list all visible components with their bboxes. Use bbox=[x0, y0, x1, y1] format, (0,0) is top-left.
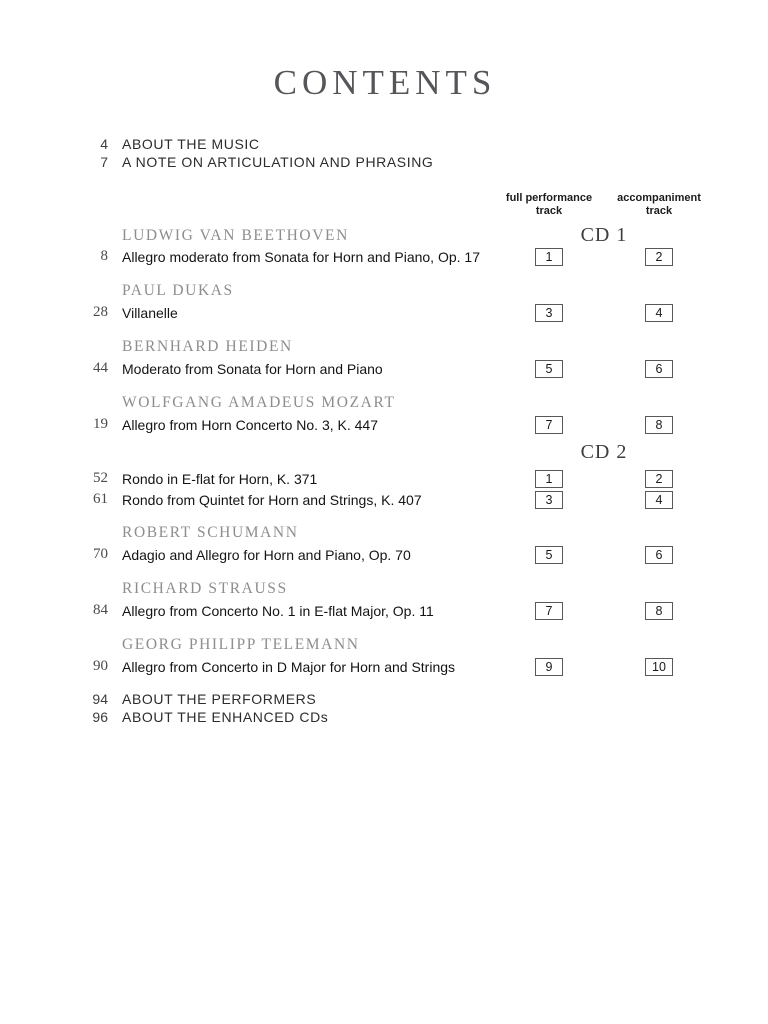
toc-item bbox=[56, 708, 714, 726]
toc-item-label: A NOTE ON ARTICULATION AND PHRASING bbox=[122, 154, 434, 170]
accompaniment-track-box: 10 bbox=[645, 658, 673, 676]
entry-title: Allegro from Concerto No. 1 in E-flat Major, Op. 11 bbox=[122, 602, 434, 619]
cd1-label: CD 1 bbox=[580, 224, 628, 246]
full-performance-track-box: 3 bbox=[535, 304, 563, 322]
back-matter bbox=[56, 690, 714, 726]
cd2-label-row bbox=[56, 439, 714, 465]
section-dukas bbox=[56, 280, 714, 323]
entry-title: Allegro from Concerto in D Major for Horn and Strings bbox=[122, 658, 456, 675]
page-number: 94 bbox=[92, 691, 108, 707]
entry-page-number: 61 bbox=[93, 491, 108, 507]
entry-row bbox=[56, 414, 714, 435]
full-performance-track-box: 7 bbox=[535, 602, 563, 620]
entry-row bbox=[56, 358, 714, 379]
entry-title: Allegro moderato from Sonata for Horn and Piano, Op. 17 bbox=[122, 248, 480, 265]
full-performance-track-box: 5 bbox=[535, 360, 563, 378]
header-line: track bbox=[645, 205, 673, 217]
entry-page-number: 19 bbox=[93, 416, 108, 432]
entry-row bbox=[56, 302, 714, 323]
entry-page-number: 70 bbox=[93, 546, 108, 562]
entry-row bbox=[56, 544, 714, 565]
composer-row bbox=[56, 224, 714, 246]
entry-row bbox=[56, 468, 714, 489]
full-performance-track-box: 9 bbox=[535, 658, 563, 676]
accompaniment-track-box: 4 bbox=[645, 304, 673, 322]
track-column-headers bbox=[56, 192, 714, 218]
section-strauss bbox=[56, 578, 714, 621]
full-performance-track-box: 7 bbox=[535, 416, 563, 434]
cd2-label: CD 2 bbox=[580, 440, 628, 463]
entry-title: Villanelle bbox=[122, 304, 178, 321]
composer-name: GEORG PHILIPP TELEMANN bbox=[122, 636, 360, 653]
page-number: 7 bbox=[100, 154, 108, 170]
composer-name: ROBERT SCHUMANN bbox=[122, 524, 299, 541]
entry-page-number: 28 bbox=[93, 304, 108, 320]
section-heiden bbox=[56, 336, 714, 379]
section-mozart-rondos bbox=[56, 468, 714, 510]
header-line: track bbox=[535, 205, 563, 217]
section-mozart bbox=[56, 392, 714, 435]
accompaniment-track-box: 2 bbox=[645, 248, 673, 266]
entry-title: Adagio and Allegro for Horn and Piano, Op. 70 bbox=[122, 546, 411, 563]
composer-name: RICHARD STRAUSS bbox=[122, 580, 288, 597]
entry-row bbox=[56, 656, 714, 677]
header-line: full performance bbox=[505, 192, 593, 204]
entry-page-number: 8 bbox=[100, 248, 108, 264]
full-performance-track-box: 5 bbox=[535, 546, 563, 564]
section-beethoven bbox=[56, 224, 714, 267]
accompaniment-track-header bbox=[604, 192, 714, 218]
entry-title: Rondo from Quintet for Horn and Strings, K. 407 bbox=[122, 491, 422, 508]
composer-row bbox=[56, 522, 714, 544]
composer-name: WOLFGANG AMADEUS MOZART bbox=[122, 394, 396, 411]
page-title: CONTENTS bbox=[273, 63, 497, 102]
full-performance-track-header bbox=[494, 192, 604, 218]
entry-title: Allegro from Horn Concerto No. 3, K. 447 bbox=[122, 416, 379, 433]
composer-row bbox=[56, 336, 714, 358]
composer-row bbox=[56, 578, 714, 600]
entry-page-number: 44 bbox=[93, 360, 108, 376]
full-performance-track-box: 1 bbox=[535, 248, 563, 266]
toc-item-label: ABOUT THE PERFORMERS bbox=[122, 691, 317, 707]
composer-name: BERNHARD HEIDEN bbox=[122, 338, 293, 355]
page-number: 96 bbox=[92, 709, 108, 725]
full-performance-track-box: 1 bbox=[535, 470, 563, 488]
entry-row bbox=[56, 600, 714, 621]
accompaniment-track-box: 6 bbox=[645, 360, 673, 378]
composer-name: PAUL DUKAS bbox=[122, 282, 234, 299]
entry-page-number: 90 bbox=[93, 658, 108, 674]
page-number: 4 bbox=[100, 136, 108, 152]
composer-row bbox=[56, 634, 714, 656]
composer-name: LUDWIG VAN BEETHOVEN bbox=[122, 226, 349, 244]
entry-page-number: 84 bbox=[93, 602, 108, 618]
full-performance-track-box: 3 bbox=[535, 491, 563, 509]
front-matter bbox=[56, 135, 714, 171]
entry-row bbox=[56, 489, 714, 510]
toc-item bbox=[56, 690, 714, 708]
section-telemann bbox=[56, 634, 714, 677]
accompaniment-track-box: 6 bbox=[645, 546, 673, 564]
composer-row bbox=[56, 392, 714, 414]
accompaniment-track-box: 8 bbox=[645, 416, 673, 434]
entry-title: Moderato from Sonata for Horn and Piano bbox=[122, 360, 383, 377]
toc-item bbox=[56, 153, 714, 171]
toc-item-label: ABOUT THE MUSIC bbox=[122, 136, 260, 152]
accompaniment-track-box: 2 bbox=[645, 470, 673, 488]
composer-row bbox=[56, 280, 714, 302]
entry-row bbox=[56, 246, 714, 267]
toc-item-label: ABOUT THE ENHANCED CDs bbox=[122, 709, 329, 725]
section-schumann bbox=[56, 522, 714, 565]
header-line: accompaniment bbox=[617, 192, 701, 204]
accompaniment-track-box: 4 bbox=[645, 491, 673, 509]
entry-page-number: 52 bbox=[93, 470, 108, 486]
toc-item bbox=[56, 135, 714, 153]
accompaniment-track-box: 8 bbox=[645, 602, 673, 620]
entry-title: Rondo in E-flat for Horn, K. 371 bbox=[122, 470, 318, 487]
